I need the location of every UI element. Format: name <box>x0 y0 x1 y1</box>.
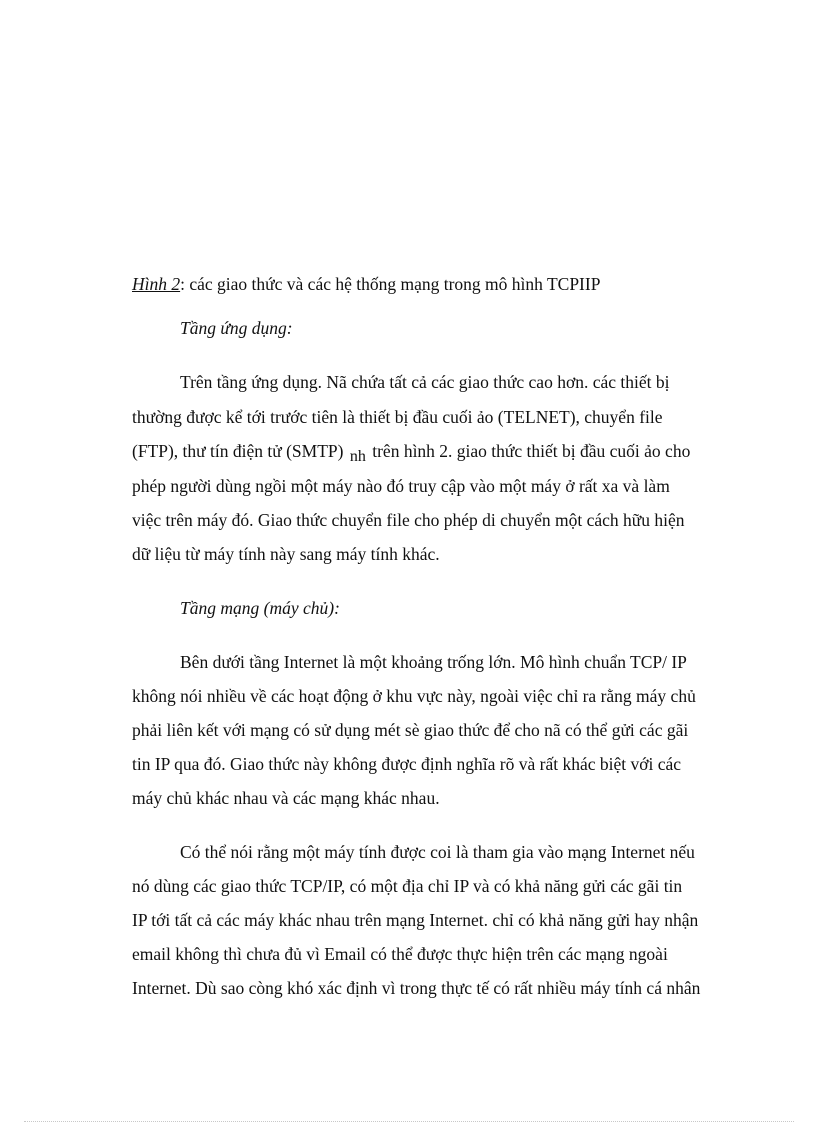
paragraph-line: Internet. Dù sao còng khó xác định vì trong thực tế có rất nhiều máy tính cá nhân <box>132 978 701 998</box>
figure-caption <box>132 273 600 295</box>
paragraph-line: Bên dưới tầng Internet là một khoảng trống lớn. Mô hình chuẩn TCP/ IP <box>180 652 687 672</box>
paragraph-line: Có thể nói rằng một máy tính được coi là tham gia vào mạng Internet nếu <box>180 842 695 862</box>
section-heading-application-layer: Tầng ứng dụng: <box>180 318 293 338</box>
subscript-fragment: nh <box>349 448 366 465</box>
paragraph-line: phép người dùng ngồi một máy nào đó truy cập vào một máy ở rất xa và làm <box>132 476 670 496</box>
page-bottom-divider <box>24 1121 794 1122</box>
paragraph-line: tin IP qua đó. Giao thức này không được định nghĩa rõ và rất khác biệt với các <box>132 754 682 774</box>
figure-caption-text: : các giao thức và các hệ thống mạng trong mô hình TCPIIP <box>180 274 601 294</box>
paragraph-line-head: (FTP), thư tín điện tử (SMTP) <box>132 441 344 461</box>
paragraph-line: email không thì chưa đủ vì Email có thể được thực hiện trên các mạng ngoài <box>132 944 668 964</box>
paragraph-line: IP tới tất cả các máy khác nhau trên mạng Internet. chỉ có khả năng gửi hay nhận <box>132 910 699 930</box>
section-heading-host-network-layer: Tầng mạng (máy chủ): <box>180 598 340 618</box>
paragraph-line: nó dùng các giao thức TCP/IP, có một địa chỉ IP và có khả năng gửi các gãi tin <box>132 876 683 896</box>
paragraph-line-tail: trên hình 2. giao thức thiết bị đầu cuối ảo cho <box>372 441 691 461</box>
paragraph-line: dữ liệu từ máy tính này sang máy tính khác. <box>132 544 440 564</box>
paragraph-line: việc trên máy đó. Giao thức chuyển file cho phép di chuyển một cách hữu hiện <box>132 510 685 530</box>
paragraph-line: phải liên kết với mạng có sử dụng mét sè giao thức để cho nã có thể gửi các gãi <box>132 720 689 740</box>
paragraph-line: không nói nhiều về các hoạt động ở khu vực này, ngoài việc chỉ ra rằng máy chủ <box>132 686 696 706</box>
paragraph-line: máy chủ khác nhau và các mạng khác nhau. <box>132 788 440 808</box>
paragraph-line: thường được kể tới trước tiên là thiết bị đầu cuối ảo (TELNET), chuyển file <box>132 407 663 427</box>
paragraph-line: Trên tầng ứng dụng. Nã chứa tất cả các giao thức cao hơn. các thiết bị <box>180 372 670 392</box>
paragraph-line <box>132 440 690 464</box>
figure-label: Hình 2 <box>132 274 181 294</box>
